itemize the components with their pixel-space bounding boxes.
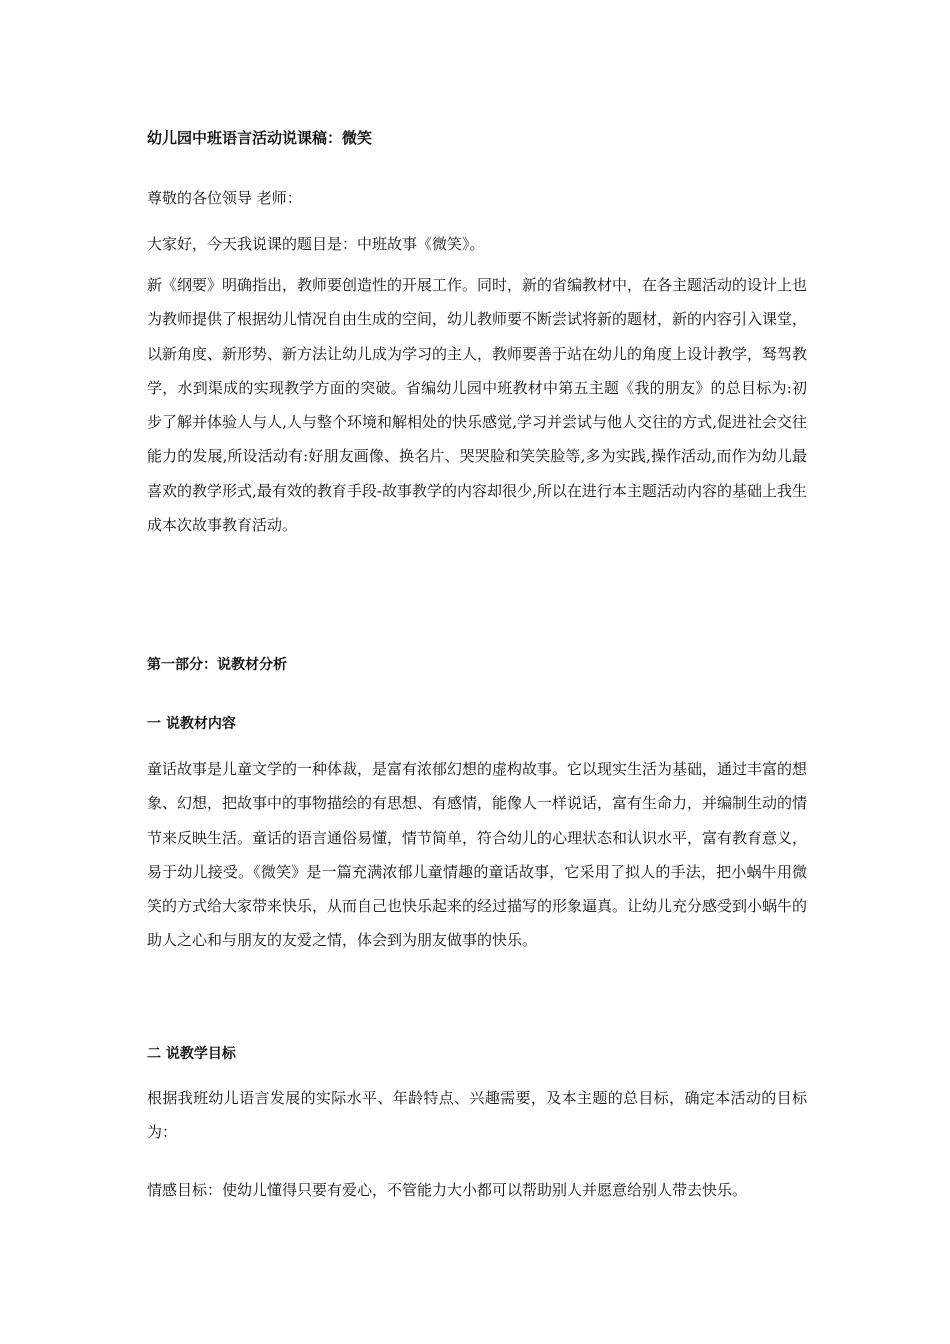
section-heading-textbook-analysis: 第一部分：说教材分析: [147, 657, 287, 673]
paragraph-goals: 根据我班幼儿语言发展的实际水平、年龄特点、兴趣需要，及本主题的总目标，确定本活动的目标为：: [147, 1089, 807, 1142]
subheading-goals: 二 说教学目标: [147, 1046, 236, 1062]
paragraph-content: 童话故事是儿童文学的一种体裁，是富有浓郁幻想的虚构故事。它以现实生活为基础，通过丰富的想象、幻想，把故事中的事物描绘的有思想、有感情，能像人一样说话，富有生命力，并编制生动的情节来反映生活。童话的语言通俗易懂，情节简单，符合幼儿的心理状态和认识水平，富有教育意义，易于幼儿接受。《微笑》是一篇充满浓郁儿童情趣的童话故事，它采用了拟人的手法，把小蜗牛用微笑的方式给大家带来快乐，从而自己也快乐起来的经过描写的形象逼真。让幼儿充分感受到小蜗牛的助人之心和与朋友的友爱之情，体会到为朋友做事的快乐。: [147, 760, 808, 950]
emotional-goal: 情感目标：使幼儿懂得只要有爱心，不管能力大小都可以帮助别人并愿意给别人带去快乐。: [147, 1181, 748, 1199]
greeting: 尊敬的各位领导 老师：: [147, 189, 302, 207]
paragraph-background: 新《纲要》明确指出，教师要创造性的开展工作。同时，新的省编教材中，在各主题活动的设计上也为教师提供了根据幼儿情况自由生成的空间，幼儿教师要不断尝试将新的题材，新的内容引入课堂，以新角度、新形势、新方法让幼儿成为学习的主人，教师要善于站在幼儿的角度上设计教学，驽驾教学，水到渠成的实现教学方面的突破。省编幼儿园中班教材中第五主题《我的朋友》的总目标为:初步了解并体验人与人,人与整个环境和解相处的快乐感觉,学习并尝试与他人交往的方式,促进社会交往能力的发展,所设活动有:好朋友画像、换名片、哭哭脸和笑笑脸等,多为实践,操作活动,而作为幼儿最喜欢的教学形式,最有效的教育手段-故事教学的内容却很少,所以在进行本主题活动内容的基础上我生成本次故事教育活动。: [147, 276, 808, 535]
subheading-content: 一 说教材内容: [147, 716, 236, 732]
document-title: 幼儿园中班语言活动说课稿：微笑: [147, 129, 373, 147]
intro-line: 大家好，今天我说课的题目是：中班故事《微笑》。: [147, 235, 485, 253]
